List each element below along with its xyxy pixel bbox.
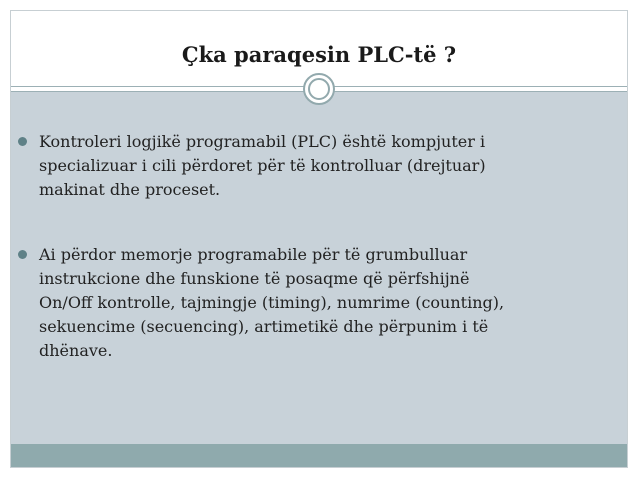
bullet-text: Ai përdor memorje programabile për të grumbulluar instrukcione dhe funskione të posaqme që përfshijnë On/Off kontrolle, tajmingje (timing), numrime (counting), sekuencime (secuencing), artimetikë dhe përpunim i të dhënave. xyxy=(39,245,505,360)
bullet-dot-icon xyxy=(18,250,27,259)
inner-circle-icon xyxy=(308,78,330,100)
bullet-dot-icon xyxy=(18,137,27,146)
bullet-item xyxy=(18,243,599,363)
double-circle-icon xyxy=(303,73,335,105)
slide-title: Çka paraqesin PLC-të ? xyxy=(181,42,457,67)
bullet-item xyxy=(18,130,599,202)
bullet-text: Kontroleri logjikë programabil (PLC) është kompjuter i specializuar i cili përdoret për të kontrolluar (drejtuar) makinat dhe proceset. xyxy=(39,132,486,199)
